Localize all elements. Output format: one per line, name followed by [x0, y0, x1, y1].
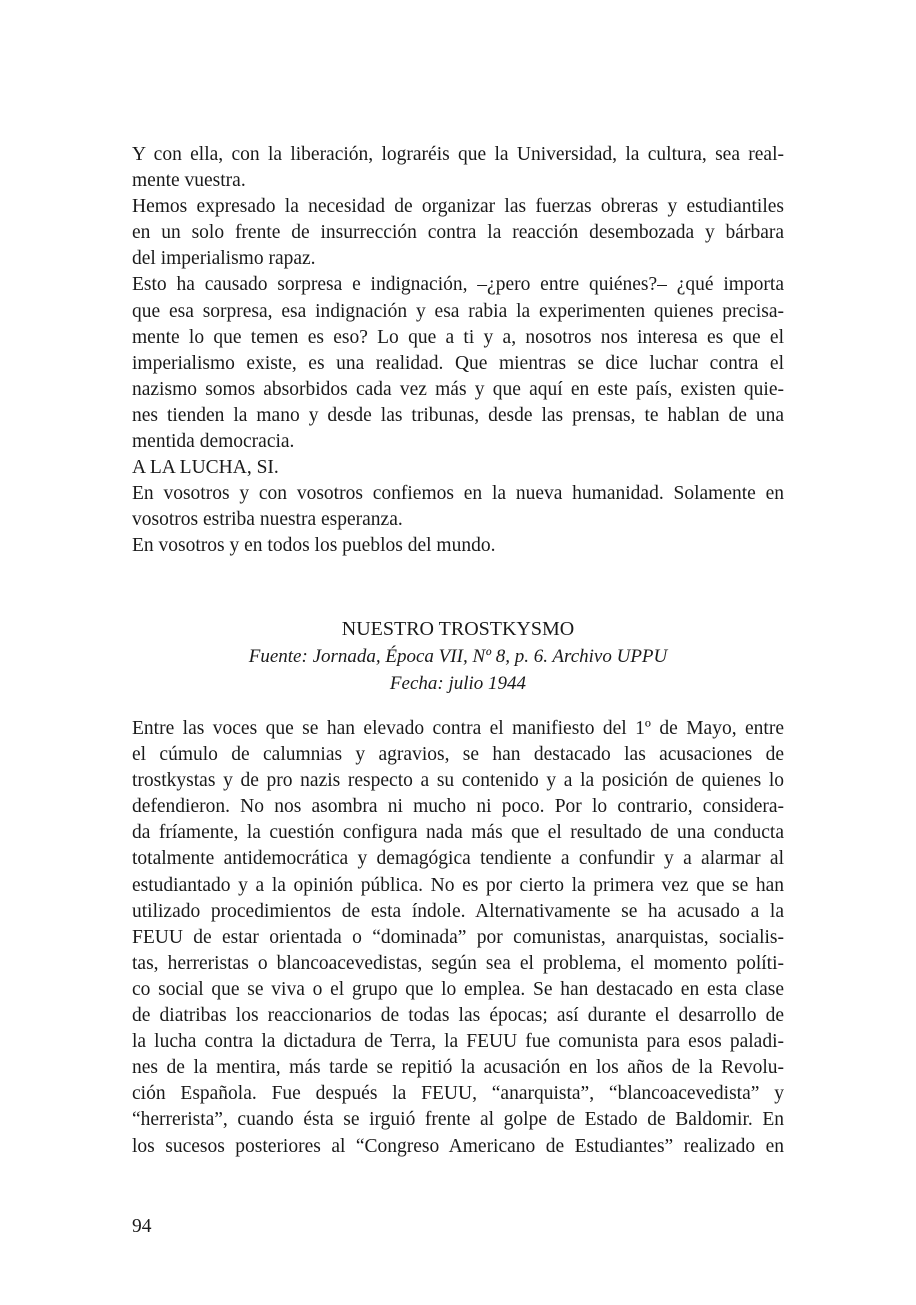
text-line: utilizado procedimientos de esta índole. Alternativamente se ha acusado a la [132, 900, 784, 922]
text-line: de diatribas los reaccionarios de todas las épocas; así durante el desarrollo de [132, 1005, 784, 1027]
text-line: la lucha contra la dictadura de Terra, la FEUU fue comunista para esos paladi- [132, 1031, 784, 1053]
page-number: 94 [132, 1216, 152, 1237]
text-line: estudiantado y a la opinión pública. No es por cierto la primera vez que se han [132, 874, 784, 896]
text-line: ción Española. Fue después la FEUU, “anarquista”, “blancoacevedista” y [132, 1083, 784, 1105]
text-line: “herrerista”, cuando ésta se irguió frente al golpe de Estado de Baldomir. En [132, 1109, 784, 1131]
text-line: tas, herreristas o blancoacevedistas, según sea el problema, el momento políti- [132, 952, 784, 974]
text-line: en un solo frente de insurrección contra la reacción desembozada y bárbara [132, 222, 784, 244]
text-line: mente vuestra. [132, 170, 246, 192]
text-line: A LA LUCHA, SI. [132, 457, 279, 479]
text-line: del imperialismo rapaz. [132, 248, 316, 270]
text-line: En vosotros y con vosotros confiemos en la nueva humanidad. Solamente en [132, 483, 784, 505]
text-line: que esa sorpresa, esa indignación y esa rabia la experimenten quienes precisa- [132, 300, 784, 322]
text-line: da fríamente, la cuestión configura nada más que el resultado de una conducta [132, 822, 784, 844]
text-line: En vosotros y en todos los pueblos del mundo. [132, 535, 496, 557]
text-line: Hemos expresado la necesidad de organizar las fuerzas obreras y estudiantiles [132, 196, 784, 218]
text-line: los sucesos posteriores al “Congreso Americano de Estudiantes” realizado en [132, 1135, 784, 1157]
source-citation: Fuente: Jornada, Época VII, Nº 8, p. 6. Archivo UPPU [248, 646, 668, 667]
text-line: mentida democracia. [132, 431, 295, 453]
text-line: Entre las voces que se han elevado contra el manifiesto del 1º de Mayo, entre [132, 718, 784, 739]
text-line: imperialismo existe, es una realidad. Que mientras se dice luchar contra el [132, 352, 784, 374]
date-line: Fecha: julio 1944 [389, 673, 527, 694]
text-line: nazismo somos absorbidos cada vez más y que aquí en este país, existen quie- [132, 378, 784, 400]
text-line: defendieron. No nos asombra ni mucho ni poco. Por lo contrario, considera- [132, 796, 784, 818]
text-line: mente lo que temen es eso? Lo que a ti y a, nosotros nos interesa es que el [132, 326, 784, 348]
text-line: totalmente antidemocrática y demagógica tendiente a confundir y a alarmar al [132, 848, 784, 870]
text-line: el cúmulo de calumnias y agravios, se han destacado las acusaciones de [132, 744, 784, 766]
opening-text-block [132, 142, 784, 560]
text-line: FEUU de estar orientada o “dominada” por comunistas, anarquistas, socialis- [132, 926, 784, 948]
section-heading [132, 615, 784, 697]
text-line: Y con ella, con la liberación, lograréis que la Universidad, la cultura, sea real- [132, 144, 784, 165]
text-line: vosotros estriba nuestra esperanza. [132, 509, 403, 531]
text-line: trostkystas y de pro nazis respecto a su contenido y a la posición de quienes lo [132, 770, 784, 792]
text-line: co social que se viva o el grupo que lo emplea. Se han destacado en esta clase [132, 978, 784, 1000]
text-line: nes de la mentira, más tarde se repitió la acusación en los años de la Revolu- [132, 1057, 784, 1079]
text-line: nes tienden la mano y desde las tribunas, desde las prensas, te hablan de una [132, 404, 784, 426]
article-text-block [132, 716, 784, 1160]
text-line: Esto ha causado sorpresa e indignación, –¿pero entre quiénes?– ¿qué importa [132, 274, 784, 296]
section-title: NUESTRO TROSTKYSMO [341, 618, 575, 640]
